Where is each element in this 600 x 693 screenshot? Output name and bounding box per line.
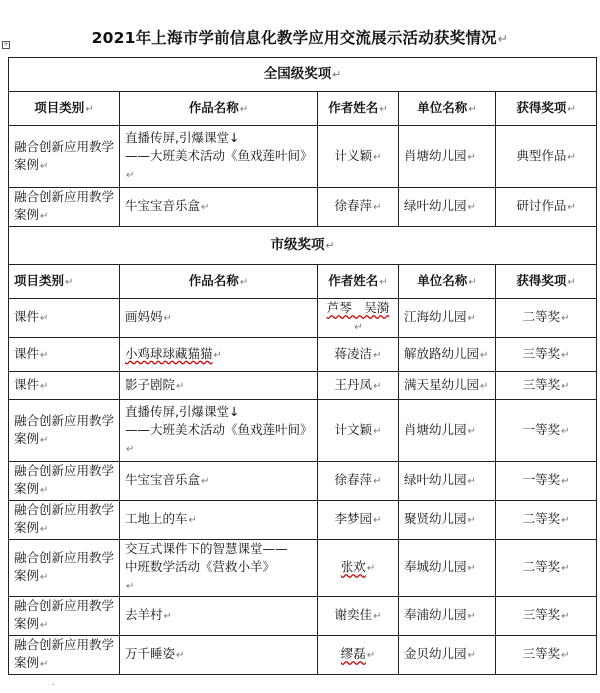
unit-cell: 绿叶幼儿园↵	[399, 188, 496, 227]
unit-cell: 满天星幼儿园↵	[399, 372, 496, 400]
column-header: 作者姓名↵	[318, 265, 399, 299]
table-anchor-icon[interactable]: +	[3, 41, 9, 48]
work-name-cell: 万千睡姿↵	[120, 636, 318, 675]
table-row	[9, 540, 597, 597]
author-cell: 徐春萍↵	[318, 188, 399, 227]
work-name-cell: 牛宝宝音乐盒↵	[120, 462, 318, 501]
table-row	[9, 372, 597, 400]
column-header: 项目类别↵	[9, 265, 120, 299]
work-name-cell: 直播传屏,引爆课堂↓ ——大班美术活动《鱼戏莲叶间》 ↵	[120, 126, 318, 188]
city-section-row	[9, 227, 597, 265]
work-name-cell: 画妈妈↵	[120, 299, 318, 338]
column-header: 获得奖项↵	[496, 92, 597, 126]
unit-cell: 奉城幼儿园↵	[399, 540, 496, 597]
category-cell: 融合创新应用教学案例↵	[9, 188, 120, 227]
category-cell: 融合创新应用教学案例↵	[9, 462, 120, 501]
awards-table	[8, 57, 597, 675]
award-cell: 三等奖↵	[496, 338, 597, 372]
author-cell: 计义颖↵	[318, 126, 399, 188]
table-row	[9, 338, 597, 372]
category-cell: 融合创新应用教学案例↵	[9, 126, 120, 188]
document-title: 2021年上海市学前信息化教学应用交流展示活动获奖情况↵	[91, 29, 509, 47]
work-name-cell: 小鸡球球藏猫猫↵	[120, 338, 318, 372]
column-header: 获得奖项↵	[496, 265, 597, 299]
table-row	[9, 126, 597, 188]
category-cell: 融合创新应用教学案例↵	[9, 400, 120, 462]
unit-cell: 肖塘幼儿园↵	[399, 126, 496, 188]
page-corner-mark: ᐧ	[52, 681, 55, 691]
category-cell: 融合创新应用教学案例↵	[9, 597, 120, 636]
author-cell: 谢奕佳↵	[318, 597, 399, 636]
award-cell: 三等奖↵	[496, 597, 597, 636]
table-row	[9, 597, 597, 636]
award-cell: 三等奖↵	[496, 372, 597, 400]
work-name-cell: 交互式课件下的智慧课堂—— 中班数学活动《营救小羊》 ↵	[120, 540, 318, 597]
unit-cell: 江海幼儿园↵	[399, 299, 496, 338]
author-cell: 芦琴 吴漪↵	[318, 299, 399, 338]
award-cell: 二等奖↵	[496, 540, 597, 597]
award-cell: 典型作品↵	[496, 126, 597, 188]
section-heading-text: 全国级奖项	[263, 66, 332, 82]
award-cell: 三等奖↵	[496, 636, 597, 675]
author-cell: 徐春萍↵	[318, 462, 399, 501]
author-cell: 计文颖↵	[318, 400, 399, 462]
column-header: 作品名称↵	[120, 265, 318, 299]
city-header-row	[9, 265, 597, 299]
award-cell: 二等奖↵	[496, 299, 597, 338]
award-cell: 一等奖↵	[496, 462, 597, 501]
section-heading-text: 市级奖项	[270, 237, 325, 253]
section-heading: 全国级奖项↵	[9, 58, 597, 92]
work-name-cell: 直播传屏,引爆课堂↓ ——大班美术活动《鱼戏莲叶间》 ↵	[120, 400, 318, 462]
unit-cell: 解放路幼儿园↵	[399, 338, 496, 372]
category-cell: 融合创新应用教学案例↵	[9, 501, 120, 540]
table-row	[9, 188, 597, 227]
work-name-cell: 工地上的车↵	[120, 501, 318, 540]
unit-cell: 聚贤幼儿园↵	[399, 501, 496, 540]
work-name-cell: 去羊村↵	[120, 597, 318, 636]
author-cell: 李梦园↵	[318, 501, 399, 540]
column-header: 项目类别↵	[9, 92, 120, 126]
category-cell: 融合创新应用教学案例↵	[9, 540, 120, 597]
category-cell: 融合创新应用教学案例↵	[9, 636, 120, 675]
category-cell: 课件↵	[9, 299, 120, 338]
unit-cell: 金贝幼儿园↵	[399, 636, 496, 675]
column-header: 作品名称↵	[120, 92, 318, 126]
award-cell: 二等奖↵	[496, 501, 597, 540]
category-cell: 课件↵	[9, 372, 120, 400]
table-row	[9, 400, 597, 462]
work-name-cell: 影子剧院↵	[120, 372, 318, 400]
award-cell: 一等奖↵	[496, 400, 597, 462]
section-heading: 市级奖项↵	[9, 227, 597, 265]
author-cell: 蒋凌洁↵	[318, 338, 399, 372]
author-cell: 缪磊↵	[318, 636, 399, 675]
column-header: 作者姓名↵	[318, 92, 399, 126]
unit-cell: 奉浦幼儿园↵	[399, 597, 496, 636]
national-section-row	[9, 58, 597, 92]
national-header-row	[9, 92, 597, 126]
awards-table-body	[9, 58, 597, 675]
column-header: 单位名称↵	[399, 265, 496, 299]
table-row	[9, 636, 597, 675]
author-cell: 王丹凤↵	[318, 372, 399, 400]
work-name-cell: 牛宝宝音乐盒↵	[120, 188, 318, 227]
table-row	[9, 462, 597, 501]
table-row	[9, 501, 597, 540]
author-cell: 张欢↵	[318, 540, 399, 597]
award-cell: 研讨作品↵	[496, 188, 597, 227]
category-cell: 课件↵	[9, 338, 120, 372]
unit-cell: 肖塘幼儿园↵	[399, 400, 496, 462]
table-row	[9, 299, 597, 338]
unit-cell: 绿叶幼儿园↵	[399, 462, 496, 501]
column-header: 单位名称↵	[399, 92, 496, 126]
